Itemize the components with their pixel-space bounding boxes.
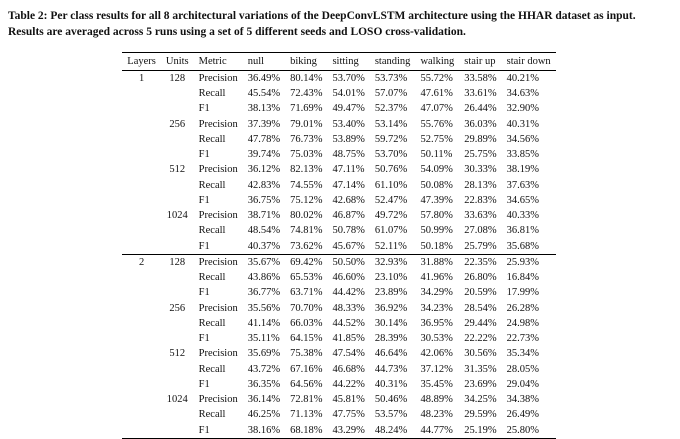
value-cell-null: 43.86%	[247, 272, 281, 284]
value-cell-standing: 52.47%	[374, 194, 408, 206]
value-cell-stair-up: 33.63%	[464, 210, 497, 222]
value-cell-biking: 80.14%	[290, 72, 323, 84]
value-cell-stair-up: 29.59%	[464, 409, 497, 421]
value-cell-biking: 75.12%	[290, 194, 323, 206]
value-cell-walking: 42.06%	[420, 348, 453, 360]
value-cell-sitting: 43.29%	[332, 424, 365, 436]
metric-cell: Recall	[198, 225, 226, 237]
units-cell: 256	[169, 118, 186, 130]
value-cell-stair-down: 22.73%	[506, 333, 540, 345]
value-cell-walking: 50.99%	[420, 225, 453, 237]
value-cell-sitting: 53.40%	[332, 118, 365, 130]
metric-cell: Precision	[198, 210, 238, 222]
value-cell-sitting: 48.33%	[332, 302, 365, 314]
value-cell-stair-up: 29.89%	[464, 133, 497, 145]
value-cell-standing: 53.70%	[374, 149, 408, 161]
column-header-sitting: sitting	[332, 55, 359, 67]
value-cell-stair-down: 32.90%	[506, 103, 540, 115]
value-cell-null: 35.11%	[247, 333, 280, 345]
value-cell-null: 36.12%	[247, 164, 281, 176]
value-cell-stair-up: 28.54%	[464, 302, 497, 314]
value-cell-sitting: 46.60%	[332, 272, 365, 284]
table-row	[122, 117, 555, 132]
value-cell-stair-up: 30.33%	[464, 164, 497, 176]
value-cell-walking: 35.45%	[420, 378, 453, 390]
units-cell: 128	[169, 72, 186, 84]
column-header-biking: biking	[290, 55, 317, 67]
value-cell-sitting: 49.47%	[332, 103, 365, 115]
value-cell-sitting: 44.42%	[332, 287, 365, 299]
value-cell-null: 36.35%	[247, 378, 281, 390]
value-cell-stair-down: 34.63%	[506, 88, 540, 100]
value-cell-null: 35.56%	[247, 302, 281, 314]
value-cell-standing: 52.11%	[374, 240, 407, 252]
value-cell-standing: 53.57%	[374, 409, 408, 421]
value-cell-sitting: 41.85%	[332, 333, 365, 345]
value-cell-biking: 76.73%	[290, 133, 323, 145]
value-cell-null: 40.37%	[247, 240, 281, 252]
value-cell-biking: 82.13%	[290, 164, 323, 176]
results-table	[122, 52, 555, 439]
value-cell-sitting: 45.67%	[332, 240, 365, 252]
value-cell-stair-down: 35.34%	[506, 348, 540, 360]
value-cell-null: 43.72%	[247, 363, 281, 375]
value-cell-null: 42.83%	[247, 179, 281, 191]
value-cell-stair-down: 34.56%	[506, 133, 540, 145]
value-cell-sitting: 50.78%	[332, 225, 365, 237]
table-row	[122, 393, 555, 408]
value-cell-stair-down: 25.80%	[506, 424, 540, 436]
table-row	[122, 301, 555, 316]
value-cell-biking: 71.69%	[290, 103, 323, 115]
column-header-standing: standing	[374, 55, 411, 67]
table-row	[122, 347, 555, 362]
value-cell-standing: 61.10%	[374, 179, 408, 191]
value-cell-standing: 52.37%	[374, 103, 408, 115]
value-cell-stair-down: 17.99%	[506, 287, 540, 299]
table-row	[122, 71, 555, 87]
table-row	[122, 209, 555, 224]
value-cell-stair-up: 23.69%	[464, 378, 497, 390]
value-cell-stair-up: 26.44%	[464, 103, 497, 115]
value-cell-standing: 53.14%	[374, 118, 408, 130]
value-cell-sitting: 44.22%	[332, 378, 365, 390]
table-row	[122, 163, 555, 178]
value-cell-stair-down: 36.81%	[506, 225, 540, 237]
value-cell-sitting: 47.54%	[332, 348, 365, 360]
value-cell-standing: 28.39%	[374, 333, 408, 345]
value-cell-stair-up: 28.13%	[464, 179, 497, 191]
value-cell-stair-down: 37.63%	[506, 179, 540, 191]
metric-cell: Precision	[198, 118, 238, 130]
value-cell-sitting: 46.68%	[332, 363, 365, 375]
value-cell-null: 37.39%	[247, 118, 281, 130]
value-cell-stair-down: 40.31%	[506, 118, 540, 130]
value-cell-sitting: 47.75%	[332, 409, 365, 421]
metric-cell: Precision	[198, 302, 238, 314]
value-cell-biking: 64.56%	[290, 378, 323, 390]
value-cell-walking: 30.53%	[420, 333, 453, 345]
value-cell-standing: 44.73%	[374, 363, 408, 375]
value-cell-sitting: 50.50%	[327, 255, 369, 271]
value-cell-stair-up: 29.44%	[464, 317, 497, 329]
value-cell-biking: 72.43%	[290, 88, 323, 100]
value-cell-stair-down: 33.85%	[506, 149, 540, 161]
column-header-null: null	[247, 55, 265, 67]
value-cell-sitting: 54.01%	[332, 88, 365, 100]
value-cell-stair-up: 22.83%	[464, 194, 497, 206]
value-cell-null: 36.77%	[247, 287, 281, 299]
value-cell-null: 45.54%	[247, 88, 281, 100]
layers-cell: 2	[122, 255, 161, 439]
value-cell-biking: 73.62%	[290, 240, 323, 252]
value-cell-sitting: 48.75%	[332, 149, 365, 161]
metric-cell: F1	[198, 149, 210, 161]
metric-cell: F1	[198, 287, 210, 299]
value-cell-stair-up: 25.79%	[464, 240, 497, 252]
value-cell-null: 36.14%	[247, 394, 281, 406]
metric-cell: F1	[198, 333, 210, 345]
value-cell-standing: 61.07%	[374, 225, 408, 237]
value-cell-standing: 53.73%	[374, 72, 408, 84]
value-cell-walking: 48.89%	[420, 394, 453, 406]
metric-cell: Precision	[198, 348, 238, 360]
value-cell-standing: 32.93%	[370, 255, 416, 271]
value-cell-walking: 41.96%	[420, 272, 453, 284]
units-cell: 128	[161, 255, 194, 301]
value-cell-stair-down: 28.05%	[506, 363, 540, 375]
table-wrapper	[8, 52, 670, 439]
value-cell-walking: 34.29%	[420, 287, 453, 299]
metric-cell: Recall	[198, 179, 226, 191]
value-cell-stair-up: 30.56%	[464, 348, 497, 360]
metric-cell: F1	[198, 240, 210, 252]
value-cell-stair-down: 34.65%	[506, 194, 540, 206]
value-cell-walking: 37.12%	[420, 363, 453, 375]
value-cell-biking: 64.15%	[290, 333, 323, 345]
value-cell-biking: 79.01%	[290, 118, 323, 130]
metric-cell: F1	[198, 378, 210, 390]
column-header-walking: walking	[420, 55, 455, 67]
metric-cell: Recall	[198, 88, 226, 100]
value-cell-stair-up: 34.25%	[464, 394, 497, 406]
value-cell-sitting: 53.70%	[332, 72, 365, 84]
value-cell-standing: 23.89%	[374, 287, 408, 299]
value-cell-null: 46.25%	[247, 409, 281, 421]
column-header-Layers: Layers	[127, 55, 156, 67]
units-cell: 1024	[166, 210, 188, 222]
value-cell-walking: 36.95%	[420, 317, 453, 329]
value-cell-stair-up: 26.80%	[464, 272, 497, 284]
value-cell-sitting: 42.68%	[332, 194, 365, 206]
table-head	[122, 53, 555, 71]
metric-cell: Precision	[198, 164, 238, 176]
value-cell-stair-down: 16.84%	[506, 272, 540, 284]
units-cell: 1024	[166, 394, 188, 406]
metric-cell: Recall	[198, 272, 226, 284]
value-cell-walking: 48.23%	[420, 409, 453, 421]
metric-cell: Precision	[194, 255, 243, 271]
value-cell-walking: 54.09%	[420, 164, 453, 176]
table-row	[122, 255, 555, 271]
value-cell-biking: 80.02%	[290, 210, 323, 222]
value-cell-standing: 48.24%	[374, 424, 408, 436]
value-cell-stair-up: 20.59%	[464, 287, 497, 299]
value-cell-sitting: 46.87%	[332, 210, 365, 222]
value-cell-sitting: 45.81%	[332, 394, 365, 406]
value-cell-biking: 68.18%	[290, 424, 323, 436]
value-cell-walking: 55.72%	[420, 72, 453, 84]
column-header-stair-up: stair up	[464, 55, 496, 67]
value-cell-null: 36.49%	[247, 72, 281, 84]
value-cell-standing: 50.46%	[374, 394, 408, 406]
value-cell-walking: 52.75%	[420, 133, 453, 145]
value-cell-standing: 40.31%	[374, 378, 408, 390]
column-header-stair-down: stair down	[506, 55, 551, 67]
value-cell-null: 38.71%	[247, 210, 281, 222]
value-cell-biking: 72.81%	[290, 394, 323, 406]
value-cell-stair-up: 25.19%	[464, 424, 497, 436]
value-cell-stair-up: 22.22%	[464, 333, 497, 345]
value-cell-biking: 63.71%	[290, 287, 323, 299]
metric-cell: Recall	[198, 133, 226, 145]
value-cell-walking: 47.07%	[420, 103, 453, 115]
value-cell-stair-down: 40.33%	[506, 210, 540, 222]
value-cell-biking: 71.13%	[290, 409, 323, 421]
table-caption: Table 2: Per class results for all 8 architectural variations of the DeepConvLSTM architecture using the HHAR dataset as input. Results are averaged across 5 runs using a set of 5 different seeds and LOSO cross-validation.	[8, 10, 636, 39]
value-cell-standing: 57.07%	[374, 88, 408, 100]
value-cell-null: 38.13%	[247, 103, 281, 115]
value-cell-biking: 75.38%	[290, 348, 323, 360]
value-cell-biking: 67.16%	[290, 363, 323, 375]
value-cell-biking: 74.55%	[290, 179, 323, 191]
value-cell-stair-up: 31.35%	[464, 363, 497, 375]
value-cell-null: 48.54%	[247, 225, 281, 237]
metric-cell: Recall	[198, 409, 226, 421]
value-cell-walking: 34.23%	[420, 302, 453, 314]
value-cell-biking: 74.81%	[290, 225, 323, 237]
value-cell-stair-up: 27.08%	[464, 225, 497, 237]
value-cell-sitting: 47.14%	[332, 179, 365, 191]
value-cell-biking: 65.53%	[290, 272, 323, 284]
value-cell-biking: 75.03%	[290, 149, 323, 161]
value-cell-stair-up: 33.61%	[464, 88, 497, 100]
value-cell-biking: 69.42%	[285, 255, 327, 271]
units-cell: 512	[169, 164, 186, 176]
value-cell-walking: 47.39%	[420, 194, 453, 206]
value-cell-stair-down: 29.04%	[506, 378, 540, 390]
value-cell-stair-down: 25.93%	[502, 255, 556, 271]
value-cell-biking: 66.03%	[290, 317, 323, 329]
value-cell-walking: 47.61%	[420, 88, 453, 100]
value-cell-standing: 49.72%	[374, 210, 408, 222]
column-header-Units: Units	[165, 55, 189, 67]
value-cell-sitting: 44.52%	[332, 317, 365, 329]
value-cell-walking: 50.08%	[420, 179, 453, 191]
value-cell-walking: 31.88%	[415, 255, 459, 271]
value-cell-standing: 36.92%	[374, 302, 408, 314]
value-cell-stair-down: 38.19%	[506, 164, 540, 176]
metric-cell: Precision	[198, 394, 238, 406]
value-cell-walking: 50.11%	[420, 149, 453, 161]
value-cell-stair-down: 34.38%	[506, 394, 540, 406]
value-cell-stair-up: 36.03%	[464, 118, 497, 130]
metric-cell: F1	[198, 194, 210, 206]
value-cell-stair-down: 24.98%	[506, 317, 540, 329]
value-cell-null: 39.74%	[247, 149, 281, 161]
value-cell-stair-down: 35.68%	[506, 240, 540, 252]
value-cell-standing: 46.64%	[374, 348, 408, 360]
value-cell-walking: 50.18%	[420, 240, 453, 252]
units-cell: 256	[169, 302, 186, 314]
value-cell-null: 38.16%	[247, 424, 281, 436]
metric-cell: F1	[198, 424, 210, 436]
metric-cell: F1	[198, 103, 210, 115]
value-cell-standing: 59.72%	[374, 133, 408, 145]
value-cell-null: 35.69%	[247, 348, 281, 360]
value-cell-null: 36.75%	[247, 194, 281, 206]
value-cell-walking: 44.77%	[420, 424, 453, 436]
value-cell-stair-up: 25.75%	[464, 149, 497, 161]
value-cell-stair-down: 26.28%	[506, 302, 540, 314]
value-cell-sitting: 53.89%	[332, 133, 365, 145]
units-cell: 512	[169, 348, 186, 360]
column-header-Metric: Metric	[198, 55, 227, 67]
value-cell-standing: 23.10%	[374, 272, 408, 284]
value-cell-null: 41.14%	[247, 317, 281, 329]
metric-cell: Precision	[198, 72, 238, 84]
value-cell-stair-down: 40.21%	[506, 72, 540, 84]
metric-cell: Recall	[198, 317, 226, 329]
table-head-row	[122, 53, 555, 71]
metric-cell: Recall	[198, 363, 226, 375]
value-cell-walking: 55.76%	[420, 118, 453, 130]
value-cell-biking: 70.70%	[290, 302, 323, 314]
value-cell-null: 47.78%	[247, 133, 281, 145]
value-cell-stair-up: 22.35%	[459, 255, 501, 271]
table-body	[122, 71, 555, 439]
value-cell-standing: 30.14%	[374, 317, 408, 329]
value-cell-null: 35.67%	[243, 255, 285, 271]
value-cell-sitting: 47.11%	[332, 164, 365, 176]
value-cell-standing: 50.76%	[374, 164, 408, 176]
value-cell-walking: 57.80%	[420, 210, 453, 222]
value-cell-stair-down: 26.49%	[506, 409, 540, 421]
value-cell-stair-up: 33.58%	[464, 72, 497, 84]
layers-cell: 1	[138, 72, 145, 84]
